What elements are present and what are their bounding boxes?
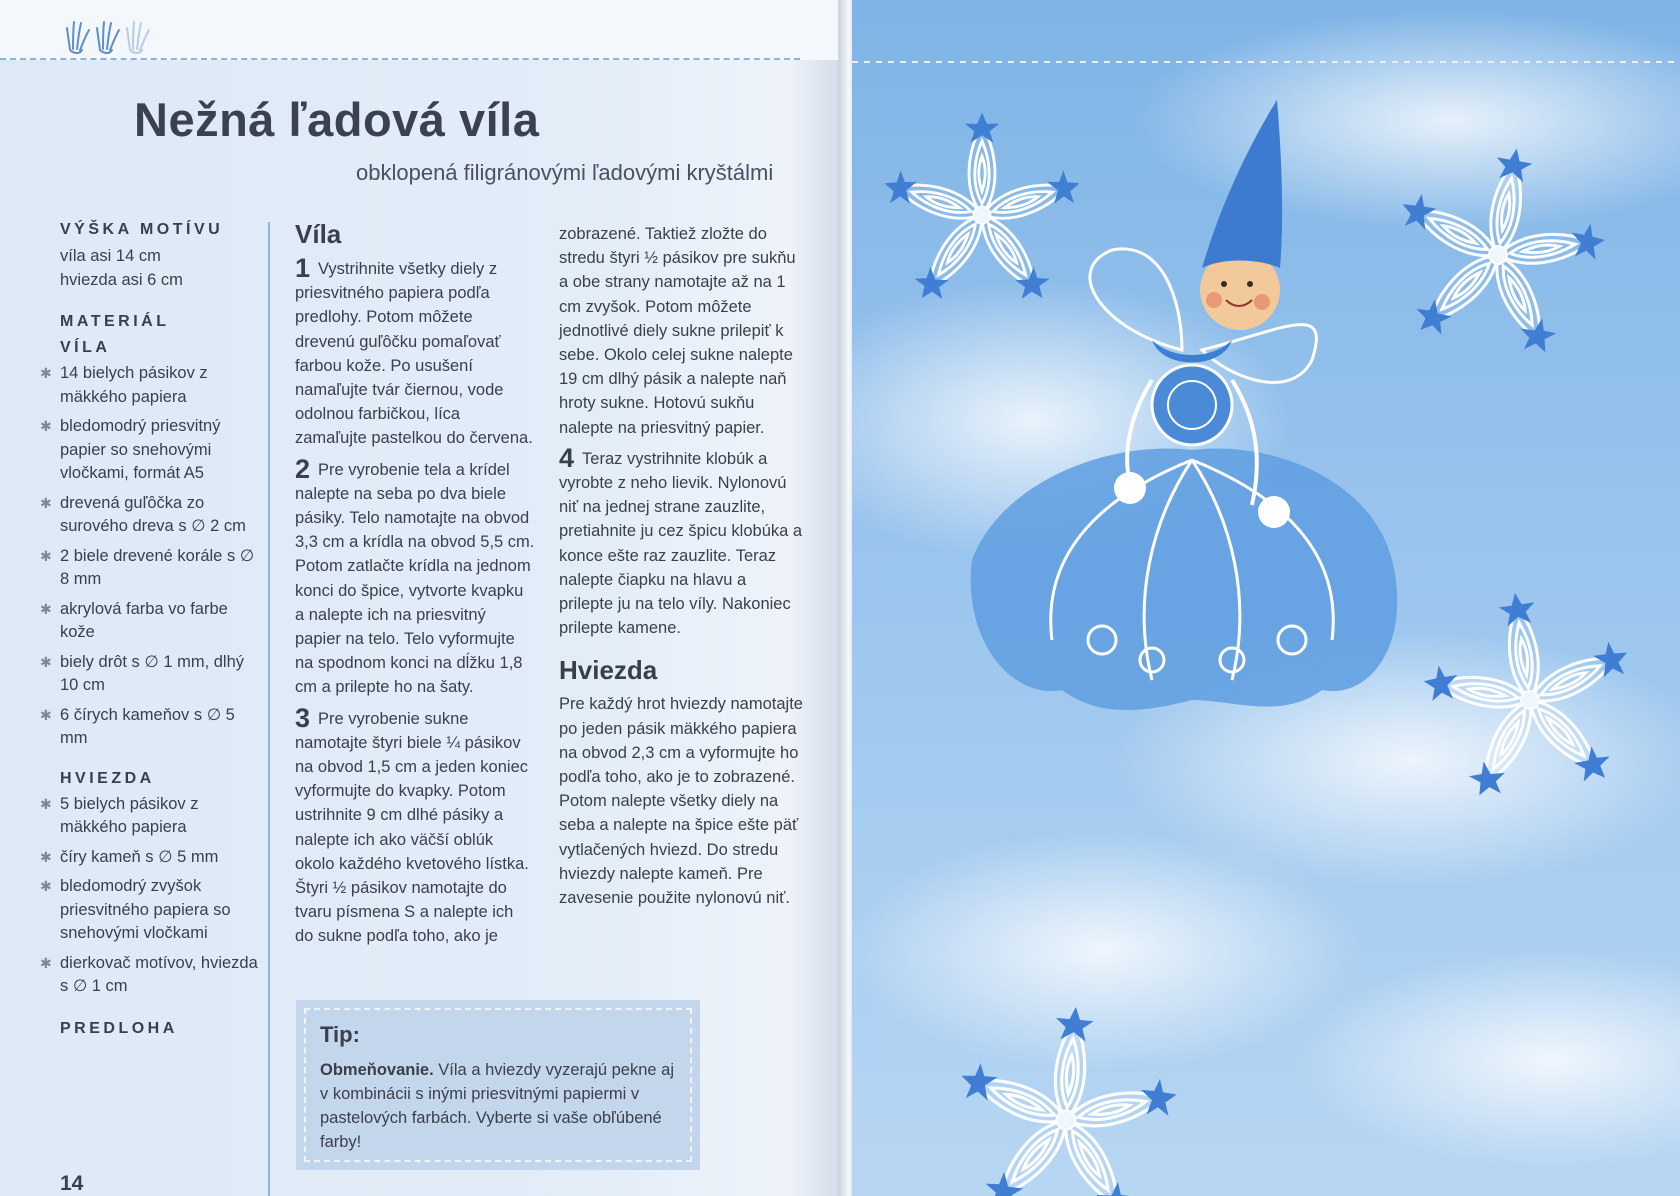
- list-item: ✱ 2 biele drevené korále s ∅ 8 mm: [40, 546, 255, 588]
- tip-text: Obmeňovanie. Víla a hviezdy vyzerajú pekne aj v kombinácii s inými priesvitnými papiermi v pastelových farbách. Vyberte si vaše obľúbené farby!: [320, 1061, 675, 1151]
- star-materials-heading: HVIEZDA: [60, 769, 155, 787]
- fairy-instructions-continued: [559, 222, 804, 916]
- page-subtitle: obklopená filigránovými ľadovými kryštálmi: [356, 160, 774, 185]
- material-heading: MATERIÁL: [60, 313, 170, 330]
- height-heading: VÝŠKA MOTÍVU: [60, 221, 224, 238]
- height-star: hviezda asi 6 cm: [60, 271, 183, 289]
- list-item: ✱ biely drôt s ∅ 1 mm, dlhý 10 cm: [40, 652, 245, 694]
- step-1: 1 Vystrihnite všetky diely z priesvitného papiera podľa predlohy. Potom môžete drevenú guľôčku pomaľovať farbou kože. Po usušení namaľujte tvár čiernou, vode odolnou farbičkou, líca zamaľujte pastelkou do červena.: [295, 253, 533, 448]
- step-4: 4 Teraz vystrihnite klobúk a vyrobte z neho lievik. Nylonovú niť na jednej strane zauzlite, pretiahnite ju cez špicu klobúka a konce ešte raz zauzlite. Teraz nalepte čiapku na hlavu a prilepte ju na telo víly. Nakoniec prilepte kamene.: [559, 442, 803, 638]
- quilled-fairy-photo: [852, 0, 1680, 1196]
- list-item: ✱ 5 bielych pásikov z mäkkého papiera: [40, 794, 199, 836]
- list-item: ✱ bledomodrý zvyšok priesvitného papiera so snehovými vločkami: [40, 877, 231, 942]
- fairy-instructions: [295, 218, 535, 955]
- list-item: ✱ 14 bielych pásikov z mäkkého papiera: [40, 364, 208, 406]
- step-3: 3 Pre vyrobenie sukne namotajte štyri biele ¼ pásikov na obvod 1,5 cm a jeden koniec vyformujte do kvapky. Potom ustrihnite 9 cm dlhé pásiky a nalepte ich ako väčší oblúk okolo každého kvetového lístka. Štyri ½ pásikov namotajte do tvaru písmena S a nalepte ich do sukne podľa toho, ako je: [295, 702, 529, 946]
- difficulty-hands-icon: [64, 16, 174, 56]
- column-divider: [268, 222, 270, 1196]
- list-item: ✱ dierkovač motívov, hviezda s ∅ 1 cm: [40, 953, 258, 995]
- materials-sidebar: [40, 218, 260, 1043]
- list-item: ✱ akrylová farba vo farbe kože: [40, 599, 228, 641]
- page-number: 14: [60, 1172, 84, 1195]
- list-item: ✱ 6 čírych kameňov s ∅ 5 mm: [40, 705, 235, 747]
- star-instructions: Pre každý hrot hviezdy namotajte po jeden pásik mäkkého papiera na obvod 2,3 cm a vyformujte ho podľa toho, ako je to zobrazené. Potom nalepte všetky diely na seba a nalepte na špice ešte päť vytlačených hviezd. Do stredu hviezdy nalepte kameň. Pre zavesenie použite nylonovú niť.: [559, 695, 803, 908]
- star-heading: Hviezda: [559, 655, 658, 686]
- fairy-heading: Víla: [295, 219, 342, 249]
- step-2: 2 Pre vyrobenie tela a krídel nalepte na seba po dva biele pásiky. Telo namotajte na obvod 3,3 cm a krídla na obvod 5,5 cm. Potom zatlačte krídla na jednom konci do špice, vytvorte kvapku a nalepte ich na priesvitný papier na telo. Telo vyformujte na spodnom konci na dĺžku 1,8 cm a prilepte ho na šaty.: [295, 453, 535, 697]
- fairy-materials-list: [40, 362, 260, 751]
- step-3-continued: zobrazené. Taktiež zložte do stredu štyri ½ pásikov pre sukňu a obe strany namotajte až na 1 cm zvyšok. Potom môžete jednotlivé diely sukne prilepiť k sebe. Okolo celej sukne nalepte 19 cm dlhý pásik a nalepte naň hroty sukne. Hotovú sukňu nalepte na priesvitný papier.: [559, 225, 796, 437]
- height-fairy: víla asi 14 cm: [60, 247, 161, 265]
- list-item: ✱ drevená guľôčka zo surového dreva s ∅ 2 cm: [40, 493, 246, 535]
- template-heading: PREDLOHA: [60, 1019, 178, 1037]
- list-item: ✱ bledomodrý priesvitný papier so snehovými vločkami, formát A5: [40, 417, 221, 482]
- page-title: Nežná ľadová víla: [134, 93, 540, 146]
- tip-title: Tip:: [320, 1022, 360, 1047]
- right-page: [852, 0, 1680, 1196]
- top-dashed-line: [0, 58, 800, 60]
- list-item: ✱ číry kameň s ∅ 5 mm: [40, 847, 219, 866]
- material-fairy-heading: VÍLA: [60, 339, 111, 356]
- tip-box: [296, 1000, 700, 1170]
- star-materials-list: [40, 793, 260, 999]
